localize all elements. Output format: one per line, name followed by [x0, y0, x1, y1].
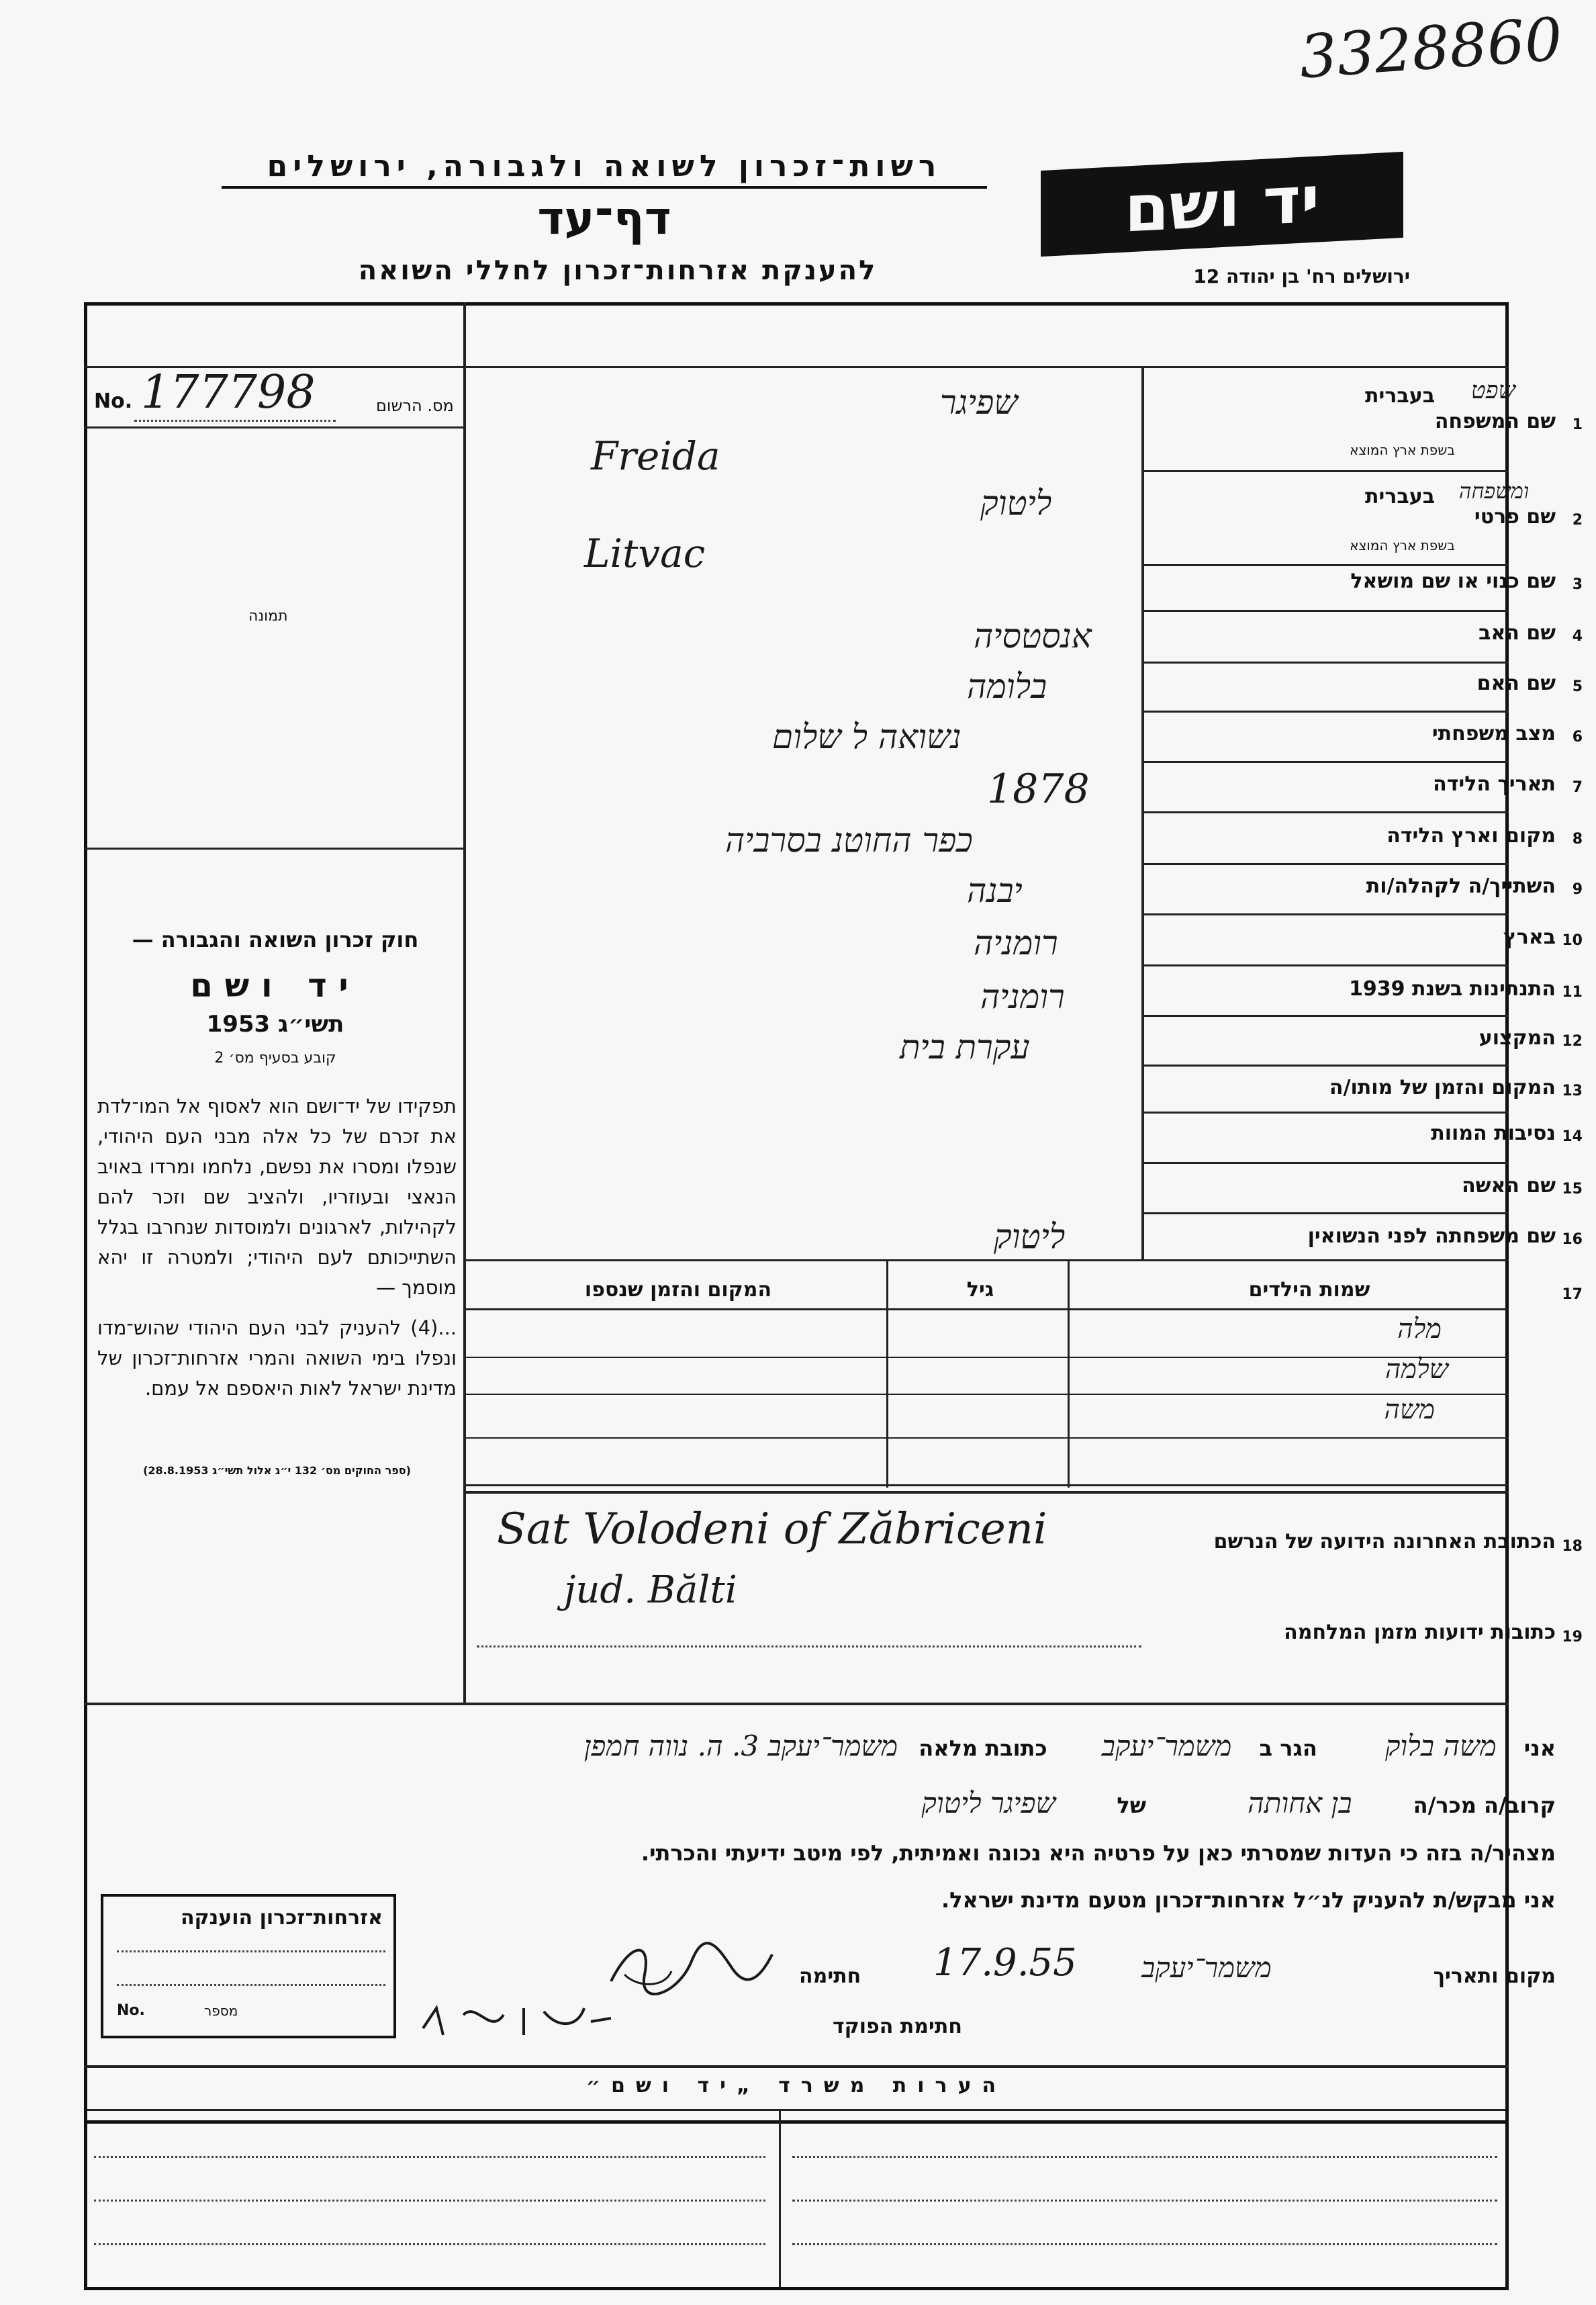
field-1-value-he: שפיגר [940, 383, 1018, 422]
law-text-2: ...(4) להעניק לבני העם היהודי שהוש־מדו ונפלו בימי השואה והמרי אזרחות־זכרון של מדינת ישראל לאות היאספם אל עמם. [97, 1316, 457, 1400]
children-col-place: המקום והזמן שנספו [584, 1278, 772, 1302]
reg-no-value: 177798 [141, 366, 316, 419]
granted-box-no-label: No. [117, 2002, 145, 2019]
field-5-num: 5 [1572, 678, 1583, 695]
field-19-num: 19 [1562, 1629, 1583, 1645]
field-10-value: רומניה [974, 923, 1058, 962]
field-18-value-2: jud. Bălti [564, 1568, 737, 1612]
date-value: 17.9.55 [933, 1941, 1077, 1985]
field-6-label: מצב משפחתי [1431, 722, 1556, 745]
archive-number: 3328860 [1297, 4, 1565, 92]
children-col-names: שמות הילדים [1248, 1278, 1370, 1302]
decl-lives-in: הגר ב [1259, 1735, 1317, 1761]
law-year: תשי״ג 1953 [206, 1011, 344, 1038]
field-4-value: אנסטסיה [974, 617, 1092, 656]
signature-label: חתימה [799, 1964, 861, 1988]
field-9-label: השתייך/ה לקהלה/ות [1366, 874, 1556, 898]
field-15-num: 15 [1562, 1181, 1583, 1197]
field-2-value-en: Litvac [584, 531, 706, 576]
decl-name: משה בלוק [1384, 1729, 1497, 1762]
field-1-value-en: Freida [591, 433, 720, 479]
field-11-label: התנתינות בשנת 1939 [1349, 977, 1556, 1001]
field-16-label: שם משפחתה לפני הנשואין [1307, 1224, 1556, 1248]
field-6-num: 6 [1572, 729, 1583, 745]
field-5-label: שם האם [1476, 672, 1556, 695]
field-10-label: בארץ [1503, 925, 1556, 949]
field-4-label: שם האב [1478, 621, 1556, 645]
law-name: יד ושם [190, 967, 361, 1005]
field-16-value: ליטוק [994, 1217, 1066, 1256]
field-9-value: יבנה [967, 871, 1023, 910]
decl-of: של [1117, 1793, 1147, 1818]
officer-signature-label: חתימת הפוקד [833, 2015, 962, 2038]
law-title: חוק זכרון השואה והגבורה — [132, 927, 419, 952]
field-18-num: 18 [1562, 1538, 1583, 1555]
field-2-value-he: ליטוק [980, 484, 1052, 523]
field-1-note: שפט [1470, 377, 1515, 404]
place-value: משמר־יעקב [1141, 1951, 1272, 1984]
field-1-sub-label-2: בשפת ארץ המוצא [1350, 442, 1455, 458]
child-1-name: מלה [1397, 1314, 1442, 1345]
field-2-note: ומשפחה [1458, 478, 1529, 504]
signature-scribble [604, 1934, 779, 2001]
field-8-value: כפר החוטנ בסרביה [725, 821, 973, 860]
declaration-line-3: מצהיר/ה בזה כי העדות שמסרתי כאן על פרטיה היא נכונה ואמיתית, לפי מיטב ידיעתי והכרתי. [641, 1840, 1556, 1866]
field-2-label: שם פרטי [1474, 505, 1556, 529]
field-7-num: 7 [1572, 779, 1583, 796]
field-7-value: 1878 [987, 766, 1090, 813]
field-12-value: עקרת בית [900, 1028, 1030, 1067]
decl-address: משמר־יעקב 3. ה. נווה חמפן [583, 1729, 898, 1762]
field-14-num: 14 [1562, 1128, 1583, 1145]
law-clause: קובע בסעיף מס׳ 2 [214, 1050, 336, 1067]
declaration-line-4: אני מבקש/ת להעניק לנ״ל אזרחות־זכרון מטעם מדינת ישראל. [941, 1887, 1556, 1913]
officer-signature [416, 1988, 618, 2048]
field-14-label: נסיבות המוות [1431, 1122, 1556, 1145]
law-reference: (ספר החוקים מס׳ 132 י״ג אלול תשי״ג 28.8.1953) [143, 1464, 411, 1477]
field-6-value: נשואה ל שלום [772, 717, 961, 756]
law-text: תפקידו של יד־ושם הוא לאסוף אל המו־לדת את זכרם של כל אלה מבני העם היהודי, שנפלו ומסרו את נפשם, נלחמו ומרדו באויב הנאצי ובעוזריו, ולהציב שם וזכר להם לקהילות, לארגונים ולמוסדות שנחרבו בגלל השתייכותם לעם היהודי; ולמטרה זו יהא מוסמך — [97, 1095, 457, 1299]
reg-no-label-he: מס. הרשום [376, 396, 454, 415]
field-13-num: 13 [1562, 1083, 1583, 1099]
field-2-sub-label: בעברית [1365, 485, 1435, 508]
declaration-line-2 [186, 1787, 1556, 1820]
decl-relation: בן אחותה [1248, 1787, 1352, 1819]
officer-signature-scribble [416, 1988, 618, 2048]
children-col-age: גיל [966, 1278, 994, 1302]
granted-box-title: אזרחות־זכרון הוענקה [180, 1906, 383, 1930]
field-5-value: בלומה [967, 667, 1047, 706]
decl-relation-label: קרוב/ה מכר/ה [1413, 1793, 1556, 1818]
field-16-num: 16 [1562, 1231, 1583, 1248]
field-15-label: שם האשה [1462, 1174, 1556, 1197]
decl-prefix: אני [1523, 1735, 1556, 1761]
form-subtitle: להענקת אזרחות־זכרון לחללי השואה [358, 255, 878, 286]
field-1-label: שם המשפחה [1434, 410, 1556, 433]
field-12-label: המקצוע [1478, 1026, 1556, 1050]
field-19-label: כתובות ידועות מזמן המלחמה [1284, 1621, 1556, 1644]
field-1-sub-label: בעברית [1365, 384, 1435, 408]
place-date-label: מקום ותאריך [1433, 1964, 1556, 1988]
field-2-num: 2 [1572, 512, 1583, 529]
decl-address-label: כתובת מלאה [919, 1735, 1047, 1761]
office-notes-title: הערות משרד „יד ושם״ [585, 2074, 1007, 2097]
reg-no-label-en: No. [94, 390, 133, 413]
field-18-label: הכתובת האחרונה הידועה של הנרשם [1213, 1530, 1556, 1553]
field-11-value: רומניה [980, 977, 1065, 1016]
child-2-name: שלמה [1384, 1354, 1448, 1385]
child-3-name: משה [1384, 1394, 1435, 1425]
granted-box-no-label-he: מספר [204, 2003, 238, 2019]
decl-city: משמר־יעקב [1101, 1729, 1232, 1762]
photo-label: תמונה [248, 608, 288, 625]
field-10-num: 10 [1562, 932, 1583, 949]
authority-title: רשות־זכרון לשואה ולגבורה, ירושלים [222, 149, 987, 189]
logo-text: יד ושם [1124, 161, 1320, 247]
field-11-num: 11 [1562, 984, 1583, 1001]
field-8-num: 8 [1572, 831, 1583, 848]
field-12-num: 12 [1562, 1033, 1583, 1050]
children-num: 17 [1562, 1286, 1583, 1303]
field-7-label: תאריך הלידה [1433, 772, 1556, 796]
witness-signature [604, 1934, 779, 2001]
field-3-label: שם כנוי או שם מושאל [1350, 570, 1556, 593]
bottom-frame [84, 2109, 1509, 2290]
field-8-label: מקום וארץ הלידה [1387, 824, 1556, 848]
field-3-num: 3 [1572, 576, 1583, 593]
decl-victim-name: שפיגר ליטוק [921, 1787, 1056, 1819]
field-18-value-1: Sat Volodeni of Zăbriceni [497, 1504, 1047, 1554]
field-2-sub-label-2: בשפת ארץ המוצא [1350, 537, 1455, 553]
granted-box [101, 1894, 396, 2038]
form-title: דף־עד [537, 192, 671, 245]
field-13-label: המקום והזמן של מותו/ה [1329, 1076, 1556, 1099]
yad-vashem-address: ירושלים רח' בן יהודה 12 [1193, 265, 1410, 287]
yad-vashem-logo [1041, 152, 1403, 257]
declaration-line-1 [186, 1729, 1556, 1763]
field-1-num: 1 [1572, 416, 1583, 433]
field-4-num: 4 [1572, 628, 1583, 645]
field-9-num: 9 [1572, 881, 1583, 898]
